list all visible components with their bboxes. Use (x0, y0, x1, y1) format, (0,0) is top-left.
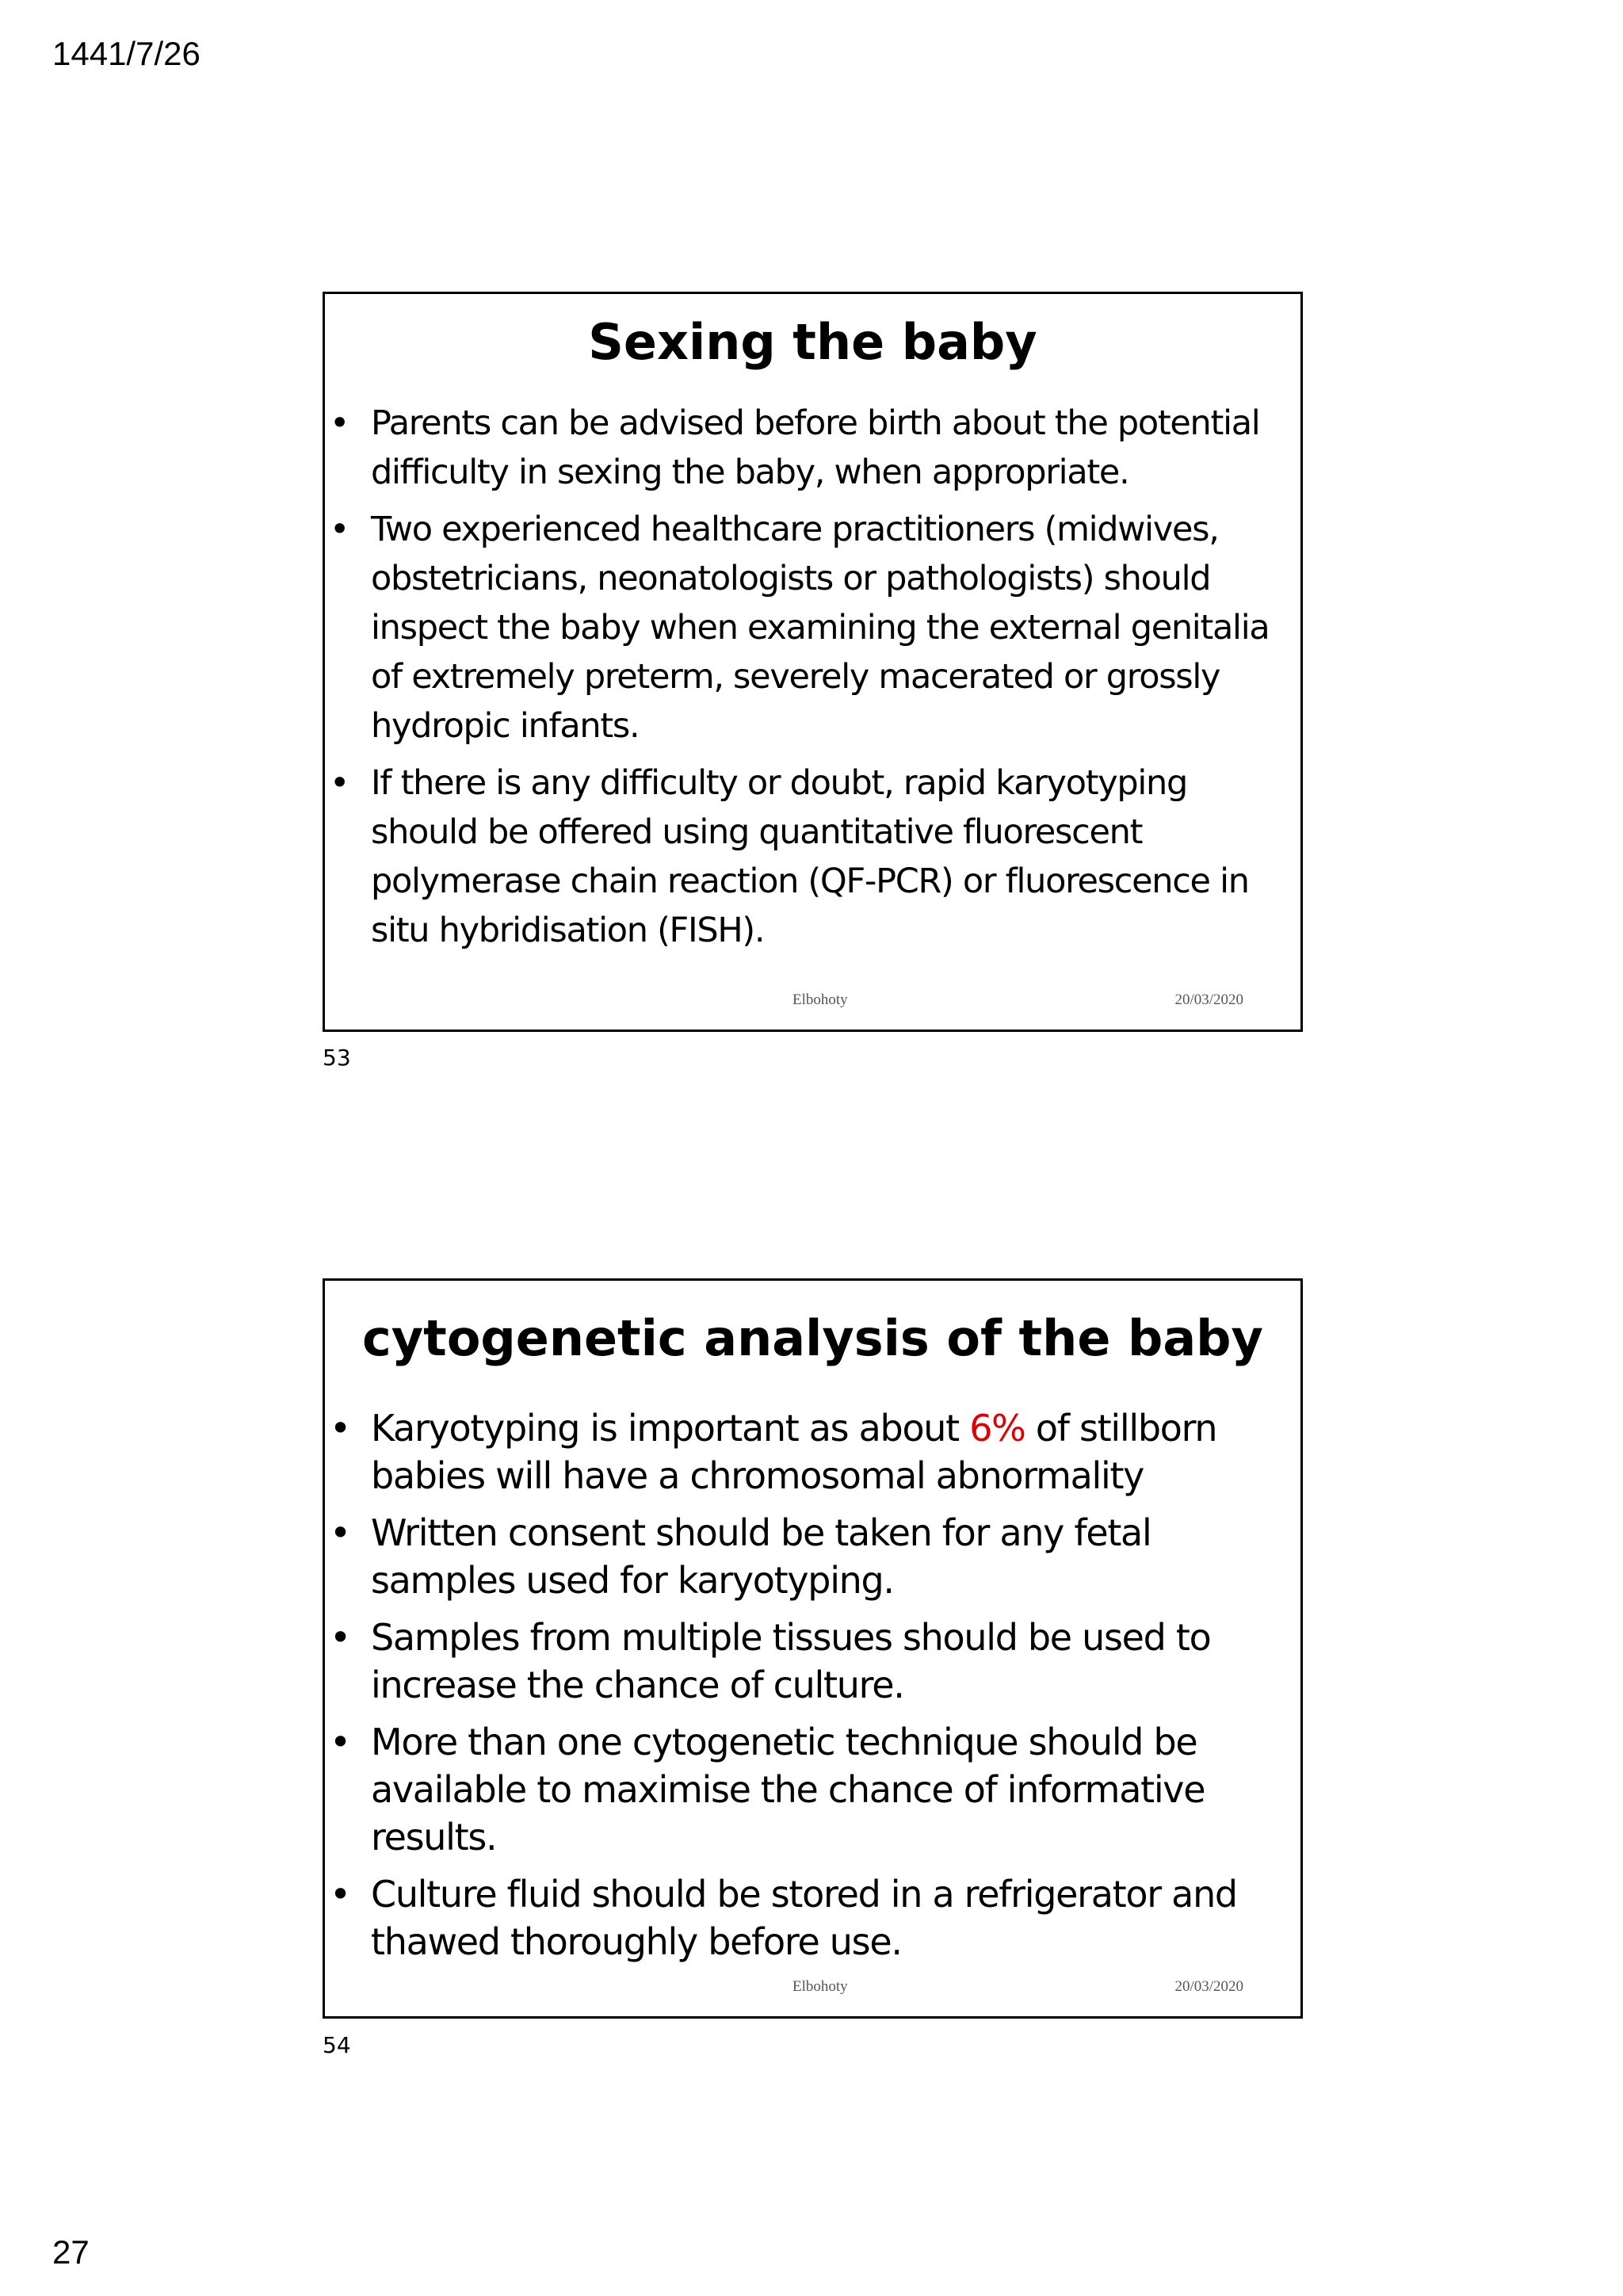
bullet-icon: • (330, 1407, 350, 1450)
slide-sexing-the-baby (323, 292, 1303, 1032)
bullet-icon: • (330, 1616, 350, 1659)
bullet-text (371, 1407, 1216, 1497)
list-item (325, 505, 1300, 751)
highlight-percentage: 6% (969, 1407, 1025, 1450)
list-item (325, 1614, 1300, 1709)
list-item (325, 1718, 1300, 1861)
bullet-text: Two experienced healthcare practitioners (midwives, obstetricians, neonatologists or pathologists) should inspect the baby when examining the external genitalia of extremely preterm, severely macerated or grossly hydropic infants. (371, 510, 1270, 746)
bullet-icon: • (330, 1873, 350, 1916)
bullet-text: More than one cytogenetic technique should be available to maximise the chance of informative results. (371, 1721, 1205, 1859)
bullet-text-after: of stillborn babies will have a chromosomal abnormality (371, 1407, 1217, 1497)
slide-number: 53 (323, 1045, 351, 1071)
slide-footer-date: 20/03/2020 (1174, 1978, 1243, 1995)
slide-footer-date: 20/03/2020 (1174, 991, 1243, 1008)
bullet-text-before: Karyotyping is important as about (371, 1407, 970, 1450)
bullet-list (325, 399, 1300, 963)
bullet-text: Written consent should be taken for any fetal samples used for karyotyping. (371, 1511, 1151, 1602)
slide-cytogenetic-analysis (323, 1278, 1303, 2019)
bullet-icon: • (330, 763, 349, 803)
bullet-text: Samples from multiple tissues should be used to increase the chance of culture. (371, 1616, 1211, 1706)
list-item (325, 1870, 1300, 1966)
list-item (325, 758, 1300, 955)
list-item (325, 1509, 1300, 1604)
bullet-icon: • (330, 1721, 350, 1763)
slide-footer-author: Elbohoty (792, 991, 848, 1008)
bullet-icon: • (330, 510, 349, 549)
bullet-text: If there is any difficulty or doubt, rapid karyotyping should be offered using quantitative fluorescent polymerase chain reaction (QF-PCR) or fluorescence in situ hybridisation (FISH). (371, 763, 1249, 950)
slide-title: Sexing the baby (588, 313, 1037, 371)
page-number: 27 (52, 2233, 90, 2271)
bullet-list (325, 1404, 1300, 1975)
slide-footer-author: Elbohoty (792, 1978, 848, 1995)
slide-title: cytogenetic analysis of the baby (362, 1309, 1263, 1367)
bullet-text: Parents can be advised before birth about the potential difficulty in sexing the baby, when appropriate. (371, 403, 1260, 492)
bullet-icon: • (330, 403, 349, 443)
list-item (325, 1404, 1300, 1499)
slide-number: 54 (323, 2032, 351, 2058)
list-item (325, 399, 1300, 497)
bullet-text: Culture fluid should be stored in a refrigerator and thawed thoroughly before use. (371, 1873, 1237, 1963)
bullet-icon: • (330, 1511, 350, 1554)
page-date: 1441/7/26 (52, 35, 200, 72)
